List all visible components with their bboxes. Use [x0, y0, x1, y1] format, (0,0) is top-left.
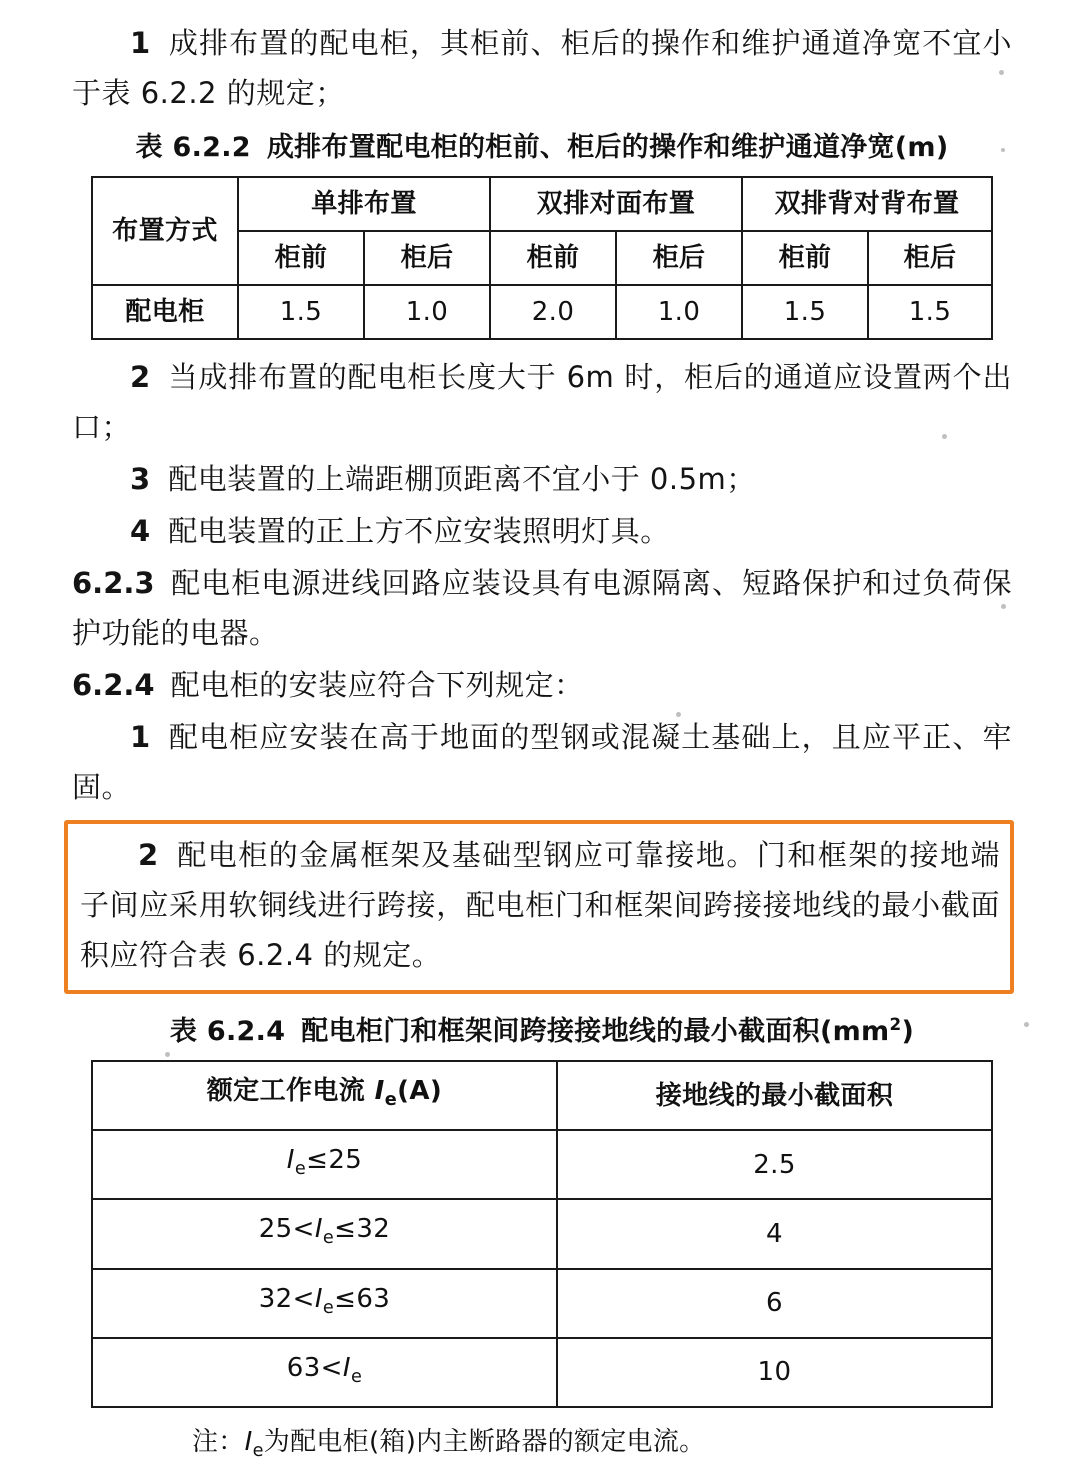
table-622-subheader-back-1: 柜后	[364, 231, 490, 285]
item-text: 配电柜应安装在高于地面的型钢或混凝土基础上，且应平正、牢固。	[72, 720, 1012, 804]
paragraph-624-item-1	[72, 712, 1012, 812]
table-624-note: 注：$I_e$为配电柜(箱)内主断路器的额定电流。	[192, 1426, 706, 1462]
paragraph-item-4	[72, 506, 1012, 556]
paragraph-item-1	[72, 18, 1012, 118]
table-624-cell-current: $32<I_e\le 63$	[92, 1269, 557, 1338]
table-622	[91, 176, 993, 340]
item-number: 2	[130, 360, 151, 394]
item-text: 配电装置的上端距棚顶距离不宜小于 0.5m；	[168, 462, 756, 496]
paragraph-624-item-2	[80, 830, 1000, 980]
scan-speck	[999, 70, 1004, 75]
table-624-cell-current: $I_e\le 25$	[92, 1130, 557, 1199]
table-row	[92, 1061, 992, 1130]
scan-speck	[165, 1052, 170, 1057]
paragraph-item-2	[72, 352, 1012, 452]
scan-speck	[1024, 1022, 1029, 1027]
clause-text: 配电柜的安装应符合下列规定：	[170, 668, 584, 702]
scan-speck	[676, 712, 681, 717]
table-row	[92, 1130, 992, 1199]
clause-number: 6.2.4	[72, 668, 155, 702]
table-624-caption	[72, 1002, 1012, 1054]
table-624-cell-area: 2.5	[557, 1130, 992, 1199]
table-622-caption-number: 表 6.2.2	[135, 132, 251, 163]
table-622-caption-text: 成排布置配电柜的柜前、柜后的操作和维护通道净宽(m)	[266, 132, 949, 163]
table-624-header-current: 额定工作电流 $I_e(A)$	[92, 1061, 557, 1130]
scan-speck	[1001, 604, 1006, 609]
table-624	[91, 1060, 993, 1408]
page-content	[72, 18, 1012, 1471]
table-622-cell: 1.0	[616, 285, 742, 339]
table-622-subheader-back-3: 柜后	[868, 231, 992, 285]
table-622-cell: 1.5	[868, 285, 992, 339]
table-row	[92, 1269, 992, 1338]
item-number: 2	[138, 838, 159, 872]
table-row	[92, 285, 992, 339]
table-624-cell-area: 6	[557, 1269, 992, 1338]
table-622-subheader-front-2: 柜前	[490, 231, 616, 285]
table-622-subheader-front-3: 柜前	[742, 231, 868, 285]
table-624-caption-number: 表 6.2.4	[169, 1016, 286, 1047]
clause-6-2-3	[72, 558, 1012, 658]
table-622-header-double-back: 双排背对背布置	[742, 177, 992, 231]
table-624-cell-area: 10	[557, 1338, 992, 1407]
table-622-cell: 1.0	[364, 285, 490, 339]
table-624-caption-text: 配电柜门和框架间跨接接地线的最小截面积$(mm^2)$	[301, 1014, 915, 1047]
item-text: 配电柜的金属框架及基础型钢应可靠接地。门和框架的接地端子间应采用软铜线进行跨接，配电柜门和框架间跨接接地线的最小截面积应符合表 6.2.4 的规定。	[80, 838, 1000, 972]
clause-text: 配电柜电源进线回路应装设具有电源隔离、短路保护和过负荷保护功能的电器。	[72, 566, 1012, 650]
table-622-caption	[72, 126, 1012, 170]
table-622-cell: 1.5	[742, 285, 868, 339]
table-624-cell-current: $63<I_e$	[92, 1338, 557, 1407]
table-624-cell-area: 4	[557, 1199, 992, 1268]
item-text: 配电装置的正上方不应安装照明灯具。	[168, 514, 670, 548]
table-624-cell-current: $25<I_e\le 32$	[92, 1199, 557, 1268]
paragraph-item-3	[72, 454, 1012, 504]
item-number: 3	[130, 462, 151, 496]
table-622-subheader-front-1: 柜前	[238, 231, 364, 285]
table-622-cell: 1.5	[238, 285, 364, 339]
table-row	[92, 1338, 992, 1407]
table-622-header-double-face: 双排对面布置	[490, 177, 742, 231]
item-number: 1	[130, 720, 151, 754]
table-row	[92, 177, 992, 231]
table-622-cell: 2.0	[490, 285, 616, 339]
table-622-row-label: 配电柜	[92, 285, 238, 339]
highlighted-paragraph-box	[64, 820, 1014, 994]
table-622-header-single-row: 单排布置	[238, 177, 490, 231]
item-number: 4	[130, 514, 151, 548]
table-row	[92, 1199, 992, 1268]
item-text: 当成排布置的配电柜长度大于 6m 时，柜后的通道应设置两个出口；	[72, 360, 1012, 444]
clause-6-2-4	[72, 660, 1012, 710]
table-624-header-area: 接地线的最小截面积	[557, 1061, 992, 1130]
scan-speck	[1001, 148, 1005, 152]
table-622-header-layout: 布置方式	[92, 177, 238, 285]
scan-speck	[942, 434, 947, 439]
item-text: 成排布置的配电柜，其柜前、柜后的操作和维护通道净宽不宜小于表 6.2.2 的规定；	[72, 26, 1012, 110]
clause-number: 6.2.3	[72, 566, 155, 600]
item-number: 1	[130, 26, 151, 60]
table-622-subheader-back-2: 柜后	[616, 231, 742, 285]
